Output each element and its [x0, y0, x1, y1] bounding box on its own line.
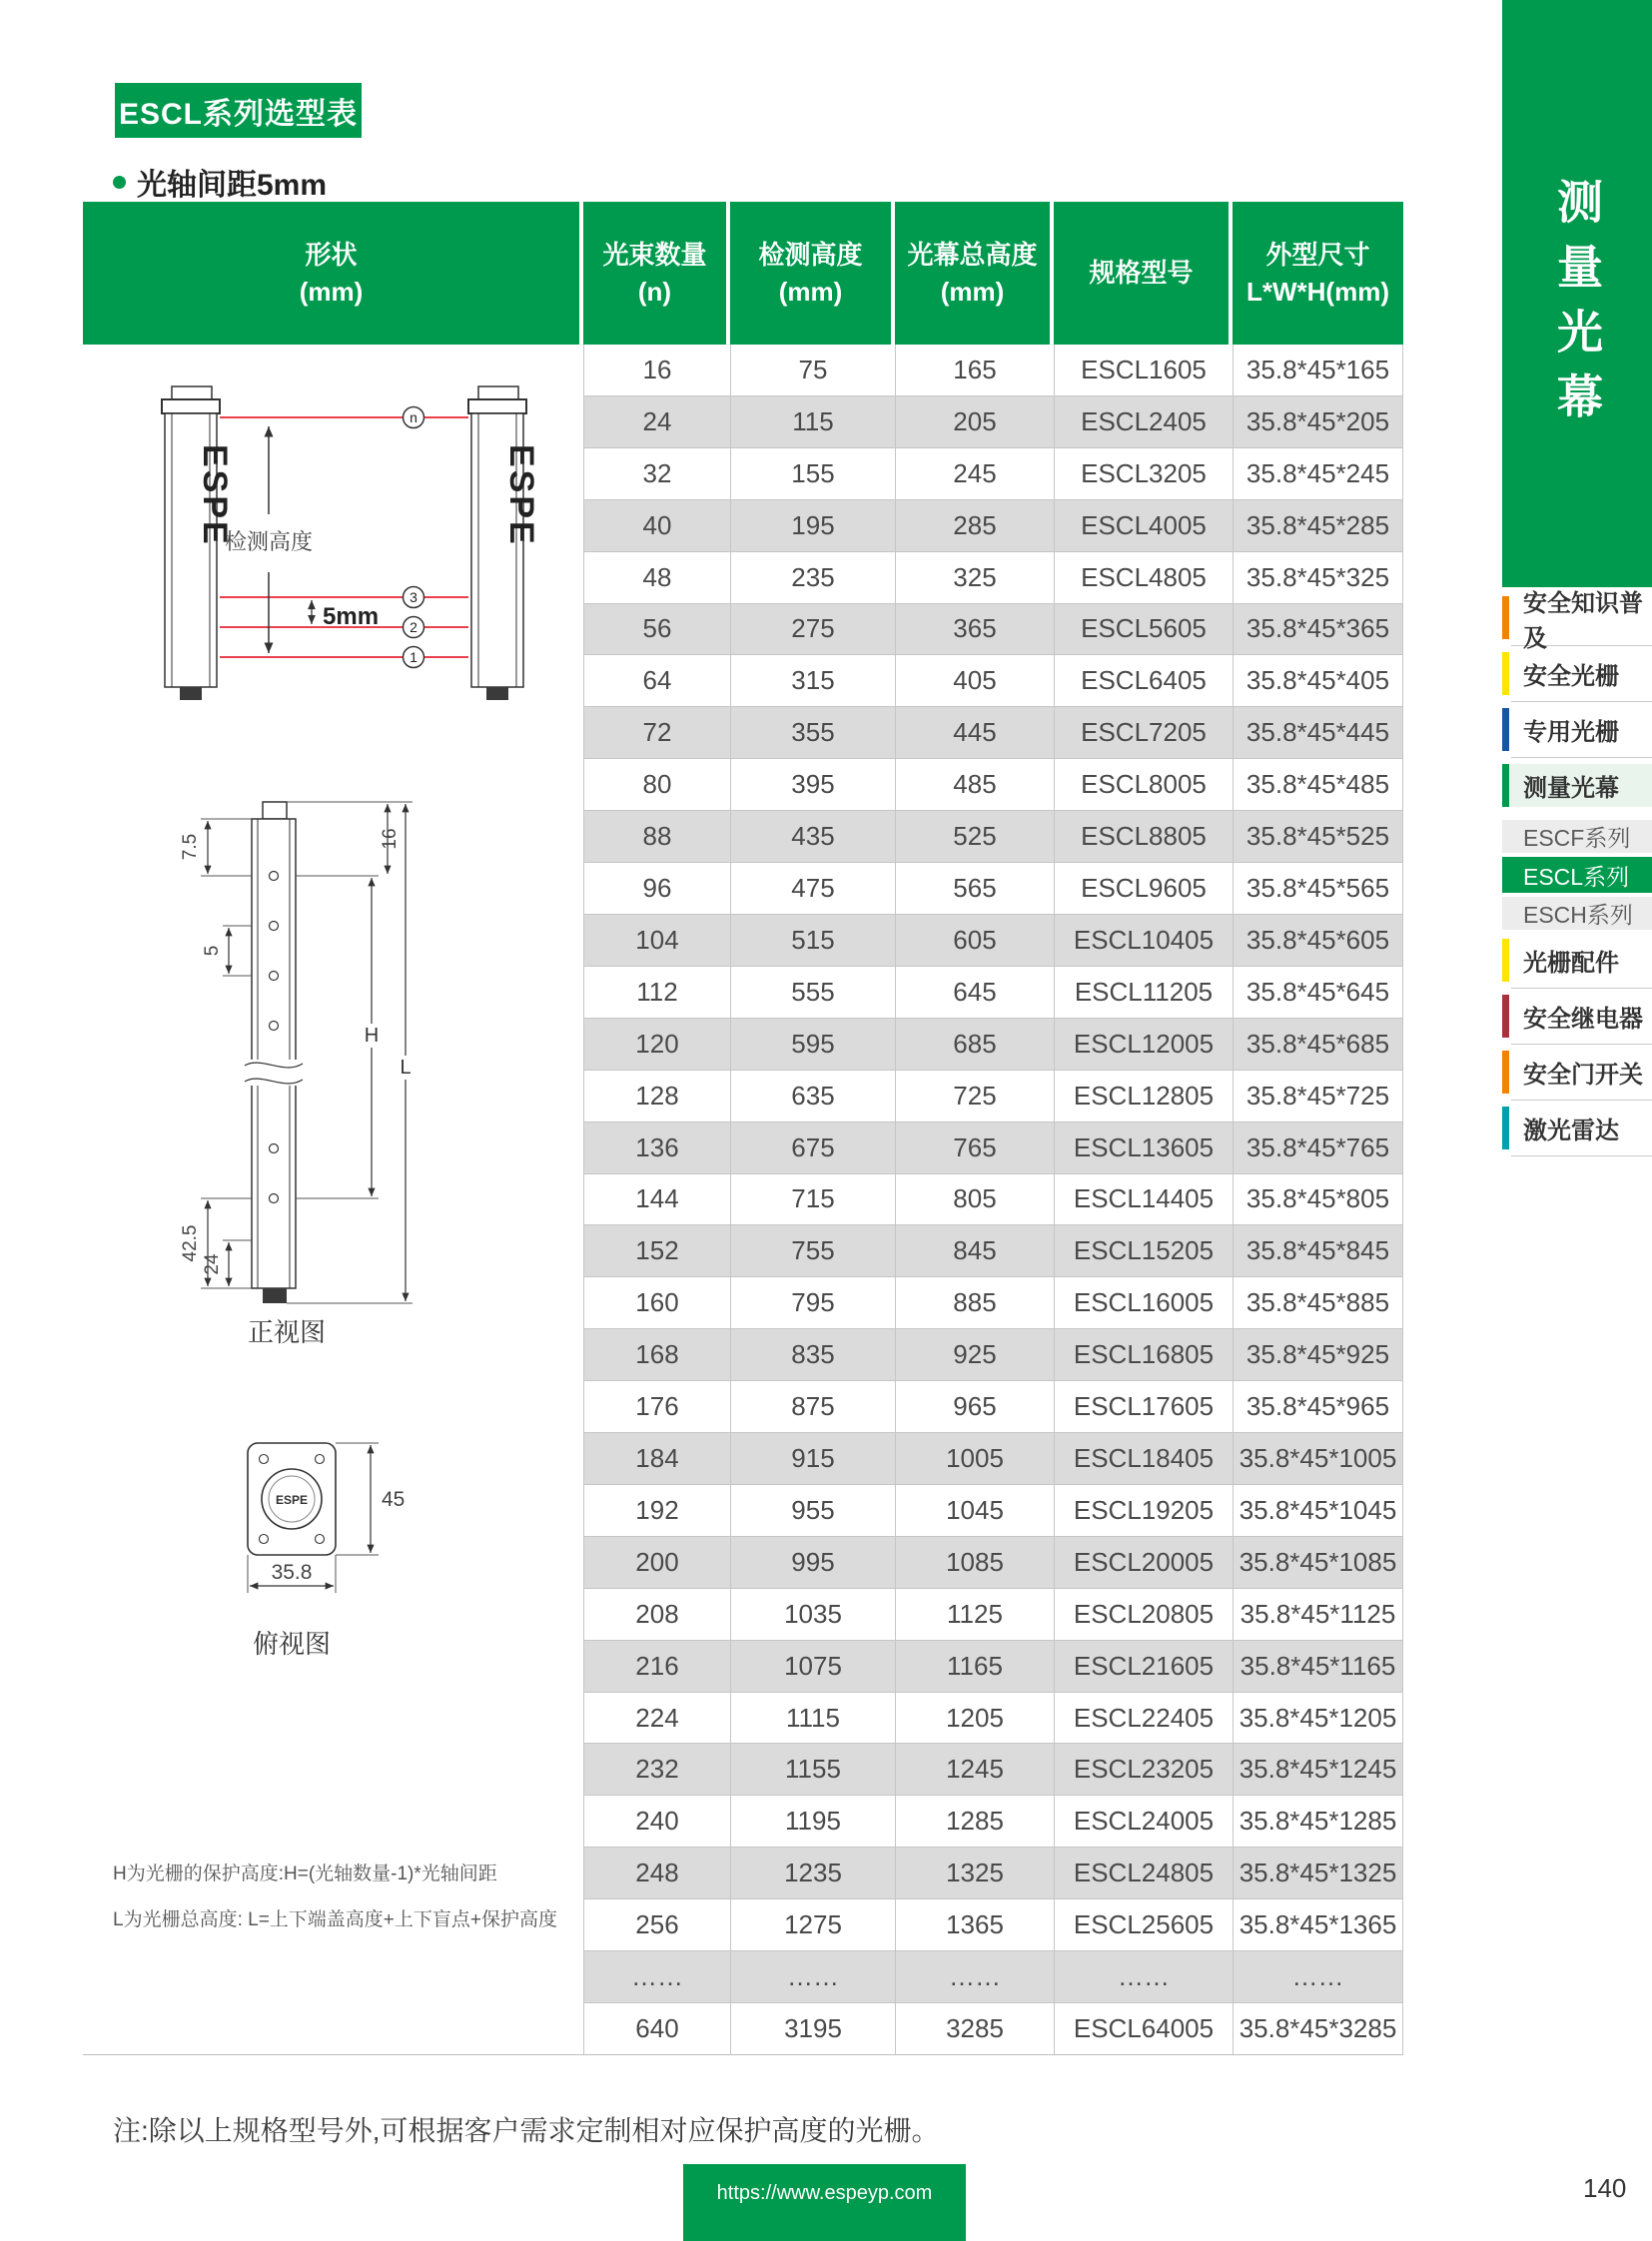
- brand-text: ESPE: [196, 444, 234, 547]
- table-cell: 35.8*45*765: [1233, 1122, 1403, 1173]
- table-cell: 248: [583, 1848, 730, 1898]
- table-row: [583, 603, 1403, 655]
- table-cell: 35.8*45*165: [1233, 345, 1403, 395]
- table-cell: 16: [583, 345, 730, 395]
- table-cell: 88: [583, 811, 730, 862]
- table-cell: 104: [583, 915, 730, 966]
- table-cell: 35.8*45*365: [1233, 604, 1403, 655]
- table-cell: 35.8*45*605: [1233, 915, 1403, 966]
- table-row: [583, 1898, 1403, 1950]
- table-row: [583, 2002, 1403, 2054]
- accent-bar-icon: [1502, 652, 1509, 695]
- accent-bar-icon: [1502, 939, 1509, 982]
- table-cell: 245: [895, 448, 1054, 499]
- table-cell: ESCL18405: [1054, 1433, 1233, 1484]
- table-cell: 120: [583, 1019, 730, 1070]
- header-cell: 检测高度 (mm): [730, 202, 891, 345]
- table-cell: 965: [895, 1381, 1054, 1432]
- table-cell: 515: [730, 915, 895, 966]
- sidebar-item-专用光栅[interactable]: [1502, 708, 1652, 751]
- table-row: [583, 447, 1403, 499]
- divider: [1511, 1100, 1652, 1101]
- table-row: [583, 499, 1403, 551]
- table-cell: 184: [583, 1433, 730, 1484]
- sidebar-item-安全继电器[interactable]: [1502, 995, 1652, 1038]
- table-cell: 155: [730, 448, 895, 499]
- beam-label-n: n: [410, 409, 417, 425]
- table-row: [583, 758, 1403, 810]
- footnote: 注:除以上规格型号外,可根据客户需求定制相对应保护高度的光栅。: [113, 2115, 940, 2146]
- table-cell: ESCL3205: [1054, 448, 1233, 499]
- table-cell: 365: [895, 604, 1054, 655]
- table-cell: 835: [730, 1329, 895, 1380]
- table-cell: ESCL11205: [1054, 967, 1233, 1018]
- table-cell: ……: [583, 1951, 730, 2002]
- table-cell: 35.8*45*325: [1233, 552, 1403, 603]
- table-cell: 315: [730, 655, 895, 706]
- dim-45: 45: [382, 1488, 406, 1511]
- table-cell: 35.8*45*1085: [1233, 1537, 1403, 1588]
- table-cell: 115: [730, 396, 895, 447]
- dim-H: H: [364, 1025, 380, 1047]
- accent-bar-icon: [1502, 764, 1509, 807]
- table-row: [583, 1484, 1403, 1536]
- table-cell: 355: [730, 707, 895, 758]
- divider: [1511, 701, 1652, 702]
- table-cell: 275: [730, 604, 895, 655]
- table-cell: ESCL20005: [1054, 1537, 1233, 1588]
- table-row: [583, 1692, 1403, 1744]
- table-cell: 64: [583, 655, 730, 706]
- table-cell: 96: [583, 863, 730, 914]
- table-cell: 1275: [730, 1899, 895, 1950]
- table-cell: 445: [895, 707, 1054, 758]
- table-cell: 955: [730, 1485, 895, 1536]
- selection-table: [83, 202, 1403, 2055]
- table-cell: 216: [583, 1641, 730, 1692]
- table-body: [83, 345, 1403, 2055]
- table-cell: 715: [730, 1174, 895, 1225]
- table-cell: ESCL6405: [1054, 655, 1233, 706]
- table-cell: 3195: [730, 2003, 895, 2054]
- table-cell: 1045: [895, 1485, 1054, 1536]
- table-cell: 35.8*45*1285: [1233, 1796, 1403, 1847]
- table-data-grid: [583, 345, 1403, 2054]
- table-cell: ESCL12005: [1054, 1019, 1233, 1070]
- table-cell: ESCL1605: [1054, 345, 1233, 395]
- table-cell: 1235: [730, 1848, 895, 1898]
- table-cell: 24: [583, 396, 730, 447]
- table-cell: 35.8*45*3285: [1233, 2003, 1403, 2054]
- sidebar-item-label: 安全继电器: [1523, 1006, 1643, 1033]
- accent-bar-icon: [1502, 708, 1509, 751]
- table-cell: 35.8*45*845: [1233, 1225, 1403, 1276]
- table-cell: ESCL5605: [1054, 604, 1233, 655]
- table-cell: 48: [583, 552, 730, 603]
- divider: [1511, 1155, 1652, 1156]
- sidebar-item-label: 激光雷达: [1523, 1118, 1619, 1144]
- dim-L: L: [400, 1057, 412, 1079]
- accent-bar-icon: [1502, 1051, 1509, 1094]
- table-cell: 435: [730, 811, 895, 862]
- table-cell: 35.8*45*445: [1233, 707, 1403, 758]
- table-row: [583, 1795, 1403, 1847]
- beam-diagram: [162, 386, 540, 700]
- table-cell: ESCL25605: [1054, 1899, 1233, 1950]
- table-cell: 235: [730, 552, 895, 603]
- header-cell: 规格型号: [1054, 202, 1229, 345]
- table-cell: 240: [583, 1796, 730, 1847]
- table-row: [583, 1536, 1403, 1588]
- table-row: [583, 1380, 1403, 1432]
- table-row: [583, 706, 1403, 758]
- table-cell: 685: [895, 1019, 1054, 1070]
- table-cell: ESCL22405: [1054, 1693, 1233, 1744]
- table-cell: 1115: [730, 1693, 895, 1744]
- table-cell: 160: [583, 1277, 730, 1328]
- sidebar-item-安全光栅[interactable]: [1502, 652, 1652, 695]
- table-cell: 1325: [895, 1848, 1054, 1898]
- table-cell: 165: [895, 345, 1054, 395]
- technical-drawing: [83, 345, 579, 2054]
- table-cell: 1155: [730, 1744, 895, 1795]
- table-cell: 405: [895, 655, 1054, 706]
- top-view-caption: 俯视图: [252, 1629, 332, 1659]
- table-cell: 1165: [895, 1641, 1054, 1692]
- dim-35-8: 35.8: [271, 1561, 313, 1584]
- table-cell: 112: [583, 967, 730, 1018]
- table-cell: 192: [583, 1485, 730, 1536]
- table-cell: 795: [730, 1277, 895, 1328]
- table-cell: 675: [730, 1122, 895, 1173]
- accent-bar-icon: [1502, 1107, 1509, 1149]
- table-cell: ESCL19205: [1054, 1485, 1233, 1536]
- table-cell: 35.8*45*725: [1233, 1071, 1403, 1121]
- table-cell: 35.8*45*1325: [1233, 1848, 1403, 1898]
- accent-bar-icon: [1502, 596, 1509, 639]
- header-cell: 形状 (mm): [83, 202, 579, 345]
- table-cell: ESCL14405: [1054, 1174, 1233, 1225]
- sidebar-item-激光雷达[interactable]: [1502, 1107, 1652, 1149]
- table-cell: 35.8*45*205: [1233, 396, 1403, 447]
- table-cell: 35.8*45*1205: [1233, 1693, 1403, 1744]
- table-cell: 35.8*45*485: [1233, 759, 1403, 810]
- table-cell: ESCL15205: [1054, 1225, 1233, 1276]
- table-cell: 805: [895, 1174, 1054, 1225]
- table-cell: 168: [583, 1329, 730, 1380]
- table-cell: 285: [895, 500, 1054, 551]
- table-cell: ESCL64005: [1054, 2003, 1233, 2054]
- table-cell: 32: [583, 448, 730, 499]
- dim-42-5: 42.5: [180, 1224, 201, 1262]
- table-row: [583, 1121, 1403, 1173]
- table-cell: 128: [583, 1071, 730, 1121]
- sidebar-item-label: 安全门开关: [1523, 1062, 1643, 1089]
- table-cell: ESCL23205: [1054, 1744, 1233, 1795]
- brand-text: ESPE: [502, 444, 540, 547]
- table-cell: ESCL8805: [1054, 811, 1233, 862]
- sidebar-vertical-title: 测量光幕: [1551, 178, 1603, 437]
- table-row: [583, 1950, 1403, 2002]
- table-cell: 56: [583, 604, 730, 655]
- table-row: [583, 1588, 1403, 1640]
- table-cell: 35.8*45*405: [1233, 655, 1403, 706]
- page-title: ESCL系列选型表: [115, 83, 362, 138]
- table-cell: 35.8*45*885: [1233, 1277, 1403, 1328]
- table-row: [583, 1743, 1403, 1795]
- table-cell: 885: [895, 1277, 1054, 1328]
- table-cell: 35.8*45*645: [1233, 967, 1403, 1018]
- table-cell: 35.8*45*1165: [1233, 1641, 1403, 1692]
- table-row: [583, 914, 1403, 966]
- table-cell: 144: [583, 1174, 730, 1225]
- table-cell: 72: [583, 707, 730, 758]
- dim-5: 5: [202, 945, 223, 957]
- table-cell: ESCL4005: [1054, 500, 1233, 551]
- shape-column: [83, 345, 579, 2054]
- sidebar-item-ESCL系列[interactable]: ESCL系列: [1502, 857, 1652, 893]
- table-cell: 1205: [895, 1693, 1054, 1744]
- table-cell: 3285: [895, 2003, 1054, 2054]
- sidebar-menu: [1502, 589, 1652, 1162]
- table-cell: 35.8*45*1045: [1233, 1485, 1403, 1536]
- footer-url-box[interactable]: [683, 2164, 966, 2241]
- table-cell: ESCL20805: [1054, 1589, 1233, 1640]
- sidebar-item-ESCH系列[interactable]: ESCH系列: [1502, 897, 1652, 930]
- sidebar-item-label: 光栅配件: [1523, 950, 1619, 977]
- table-cell: ESCL17605: [1054, 1381, 1233, 1432]
- table-cell: 80: [583, 759, 730, 810]
- pitch-label: 5mm: [323, 603, 380, 630]
- table-cell: ESCL16805: [1054, 1329, 1233, 1380]
- table-cell: ESCL10405: [1054, 915, 1233, 966]
- table-row: [583, 1640, 1403, 1692]
- table-cell: 35.8*45*925: [1233, 1329, 1403, 1380]
- table-cell: ESCL7205: [1054, 707, 1233, 758]
- footer-url[interactable]: https://www.espeyp.com: [716, 2182, 933, 2204]
- table-cell: 395: [730, 759, 895, 810]
- table-cell: 35.8*45*525: [1233, 811, 1403, 862]
- front-view-diagram: [180, 802, 414, 1347]
- sidebar-item-测量光幕[interactable]: [1502, 764, 1652, 807]
- table-row: [583, 1173, 1403, 1225]
- sidebar-item-光栅配件[interactable]: [1502, 939, 1652, 982]
- table-cell: 35.8*45*1125: [1233, 1589, 1403, 1640]
- table-cell: 755: [730, 1225, 895, 1276]
- page-number: 140: [1583, 2173, 1627, 2203]
- table-cell: 1245: [895, 1744, 1054, 1795]
- table-cell: 725: [895, 1071, 1054, 1121]
- sidebar-item-label: 安全光栅: [1523, 663, 1619, 690]
- table-row: [583, 966, 1403, 1018]
- table-cell: 645: [895, 967, 1054, 1018]
- table-row: [583, 1328, 1403, 1380]
- table-row: [583, 1276, 1403, 1328]
- beam-label-2: 2: [410, 619, 417, 635]
- table-cell: 875: [730, 1381, 895, 1432]
- table-cell: 208: [583, 1589, 730, 1640]
- divider: [1511, 757, 1652, 758]
- top-view-diagram: [248, 1443, 405, 1659]
- table-cell: 765: [895, 1122, 1054, 1173]
- table-cell: ESCL24805: [1054, 1848, 1233, 1898]
- table-cell: 35.8*45*565: [1233, 863, 1403, 914]
- sidebar-item-label: 测量光幕: [1523, 775, 1619, 802]
- table-cell: ESCL13605: [1054, 1122, 1233, 1173]
- beam-label-1: 1: [410, 649, 417, 665]
- table-cell: 635: [730, 1071, 895, 1121]
- formula-total-height: L为光栅总高度: L=上下端盖高度+上下盲点+保护高度: [113, 1909, 557, 1930]
- beam-label-3: 3: [410, 589, 417, 605]
- table-cell: 200: [583, 1537, 730, 1588]
- table-cell: 1195: [730, 1796, 895, 1847]
- table-cell: 1365: [895, 1899, 1054, 1950]
- table-cell: 555: [730, 967, 895, 1018]
- table-cell: 35.8*45*965: [1233, 1381, 1403, 1432]
- sidebar-item-ESCF系列[interactable]: ESCF系列: [1502, 820, 1652, 853]
- divider: [1511, 988, 1652, 989]
- table-cell: ESCL2405: [1054, 396, 1233, 447]
- header-cell: 光幕总高度 (mm): [895, 202, 1050, 345]
- table-cell: 1085: [895, 1537, 1054, 1588]
- table-cell: 232: [583, 1744, 730, 1795]
- table-cell: ESCL4805: [1054, 552, 1233, 603]
- table-row: [583, 1224, 1403, 1276]
- table-cell: 925: [895, 1329, 1054, 1380]
- table-row: [583, 1847, 1403, 1898]
- table-cell: 1125: [895, 1589, 1054, 1640]
- table-cell: 1075: [730, 1641, 895, 1692]
- table-row: [583, 345, 1403, 395]
- table-row: [583, 1018, 1403, 1070]
- table-row: [583, 1070, 1403, 1121]
- table-cell: ESCL12805: [1054, 1071, 1233, 1121]
- table-cell: 605: [895, 915, 1054, 966]
- table-cell: ESCL21605: [1054, 1641, 1233, 1692]
- dim-7-5: 7.5: [180, 833, 201, 861]
- table-cell: ……: [1233, 1951, 1403, 2002]
- sidebar-item-label: 专用光栅: [1523, 719, 1619, 746]
- table-cell: 525: [895, 811, 1054, 862]
- header-cell: 光束数量 (n): [583, 202, 726, 345]
- table-cell: 75: [730, 345, 895, 395]
- table-row: [583, 862, 1403, 914]
- table-cell: ……: [895, 1951, 1054, 2002]
- table-cell: 256: [583, 1899, 730, 1950]
- table-cell: 845: [895, 1225, 1054, 1276]
- table-cell: ESCL9605: [1054, 863, 1233, 914]
- table-cell: 1005: [895, 1433, 1054, 1484]
- subtitle-row: [113, 160, 327, 204]
- brand-text: ESPE: [275, 1493, 309, 1507]
- table-cell: 995: [730, 1537, 895, 1588]
- table-cell: 565: [895, 863, 1054, 914]
- beam-number-circles: [404, 407, 424, 668]
- detect-height-label: 检测高度: [224, 529, 314, 554]
- table-cell: 1285: [895, 1796, 1054, 1847]
- table-cell: ……: [1054, 1951, 1233, 2002]
- table-cell: 325: [895, 552, 1054, 603]
- table-cell: 205: [895, 396, 1054, 447]
- table-cell: 35.8*45*685: [1233, 1019, 1403, 1070]
- table-cell: ESCL24005: [1054, 1796, 1233, 1847]
- table-row: [583, 810, 1403, 862]
- table-cell: 595: [730, 1019, 895, 1070]
- table-cell: 35.8*45*285: [1233, 500, 1403, 551]
- bullet-icon: [113, 176, 126, 189]
- table-cell: 35.8*45*1245: [1233, 1744, 1403, 1795]
- table-cell: 485: [895, 759, 1054, 810]
- subtitle: 光轴间距5mm: [137, 169, 328, 202]
- table-row: [583, 551, 1403, 603]
- table-cell: 915: [730, 1433, 895, 1484]
- dim-16: 16: [380, 828, 401, 850]
- table-row: [583, 654, 1403, 706]
- table-cell: 35.8*45*1365: [1233, 1899, 1403, 1950]
- dim-24: 24: [202, 1253, 223, 1275]
- sidebar-item-安全知识普及[interactable]: [1502, 589, 1652, 652]
- table-cell: 35.8*45*1005: [1233, 1433, 1403, 1484]
- table-cell: ESCL16005: [1054, 1277, 1233, 1328]
- table-cell: ESCL8005: [1054, 759, 1233, 810]
- table-cell: 35.8*45*245: [1233, 448, 1403, 499]
- table-cell: 40: [583, 500, 730, 551]
- table-cell: 640: [583, 2003, 730, 2054]
- accent-bar-icon: [1502, 995, 1509, 1038]
- sidebar-banner: [1502, 0, 1652, 587]
- table-cell: 152: [583, 1225, 730, 1276]
- table-row: [583, 395, 1403, 447]
- divider: [1511, 1044, 1652, 1045]
- table-cell: 224: [583, 1693, 730, 1744]
- sidebar-item-安全门开关[interactable]: [1502, 1051, 1652, 1094]
- table-cell: 35.8*45*805: [1233, 1174, 1403, 1225]
- header-cell: 外型尺寸 L*W*H(mm): [1233, 202, 1403, 345]
- table-header: [83, 202, 1403, 345]
- formula-protection-height: H为光栅的保护高度:H=(光轴数量-1)*光轴间距: [113, 1864, 497, 1884]
- table-cell: 176: [583, 1381, 730, 1432]
- table-cell: 1035: [730, 1589, 895, 1640]
- table-cell: 475: [730, 863, 895, 914]
- sidebar-item-label: 安全知识普及: [1523, 589, 1643, 652]
- table-row: [583, 1432, 1403, 1484]
- table-cell: 195: [730, 500, 895, 551]
- table-cell: 136: [583, 1122, 730, 1173]
- table-cell: ……: [730, 1951, 895, 2002]
- front-view-caption: 正视图: [247, 1317, 327, 1347]
